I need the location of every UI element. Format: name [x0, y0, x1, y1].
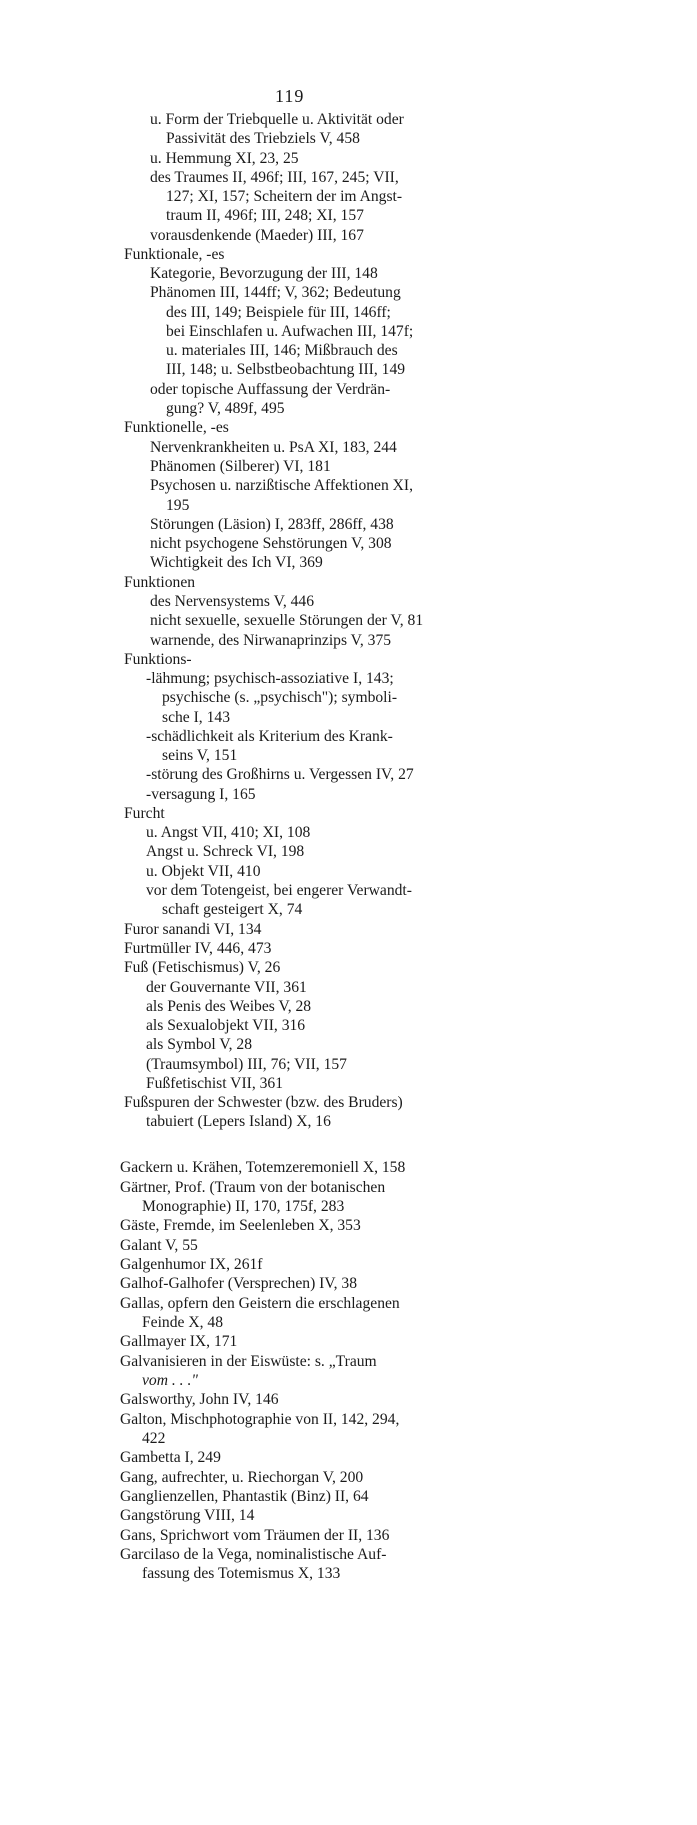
index-line: 195: [166, 497, 190, 514]
index-line: Galgenhumor IX, 261f: [120, 1256, 263, 1273]
index-line: vom . . .": [142, 1372, 198, 1389]
index-line: Gambetta I, 249: [120, 1449, 221, 1466]
index-line: fassung des Totemismus X, 133: [142, 1565, 341, 1582]
index-line: sche I, 143: [162, 709, 230, 726]
index-line: als Sexualobjekt VII, 316: [146, 1017, 306, 1034]
index-line: nicht psychogene Sehstörungen V, 308: [150, 535, 392, 552]
index-line: 127; XI, 157; Scheitern der im Angst-: [166, 188, 403, 205]
index-line: Gans, Sprichwort vom Träumen der II, 136: [120, 1527, 390, 1544]
index-line: -störung des Großhirns u. Vergessen IV, 27: [146, 766, 414, 783]
index-line: seins V, 151: [162, 747, 238, 764]
index-line: Gackern u. Krähen, Totemzeremoniell X, 158: [120, 1159, 406, 1176]
index-line: Furcht: [124, 805, 165, 822]
index-line: des Traumes II, 496f; III, 167, 245; VII,: [150, 169, 399, 186]
index-line: Garcilaso de la Vega, nominalistische Auf-: [120, 1546, 387, 1563]
index-line: u. Objekt VII, 410: [146, 863, 261, 880]
index-line: Passivität des Triebziels V, 458: [166, 130, 360, 147]
index-line: III, 148; u. Selbstbeobachtung III, 149: [166, 361, 406, 378]
index-line: Phänomen (Silberer) VI, 181: [150, 458, 331, 475]
index-line: Galvanisieren in der Eiswüste: s. „Traum: [120, 1353, 377, 1370]
index-line: Galhof-Galhofer (Versprechen) IV, 38: [120, 1275, 357, 1292]
index-line: vor dem Totengeist, bei engerer Verwandt-: [146, 882, 412, 899]
index-line: nicht sexuelle, sexuelle Störungen der V, 81: [150, 612, 424, 629]
index-line: Funktionen: [124, 574, 196, 591]
index-line: als Penis des Weibes V, 28: [146, 998, 312, 1015]
index-line: Phänomen III, 144ff; V, 362; Bedeutung: [150, 284, 401, 301]
index-line: Angst u. Schreck VI, 198: [146, 843, 305, 860]
index-line: vorausdenkende (Maeder) III, 167: [150, 227, 364, 244]
index-line: Funktionale, -es: [124, 246, 225, 263]
index-line: Gäste, Fremde, im Seelenleben X, 353: [120, 1217, 361, 1234]
index-line: bei Einschlafen u. Aufwachen III, 147f;: [166, 323, 414, 340]
index-line: tabuiert (Lepers Island) X, 16: [146, 1113, 331, 1130]
index-line: gung? V, 489f, 495: [166, 400, 285, 417]
index-line: Galant V, 55: [120, 1237, 198, 1254]
index-line: als Symbol V, 28: [146, 1036, 253, 1053]
index-line: u. Angst VII, 410; XI, 108: [146, 824, 311, 841]
index-line: schaft gesteigert X, 74: [162, 901, 303, 918]
index-line: Gallas, opfern den Geistern die erschlagenen: [120, 1295, 400, 1312]
index-line: Funktions-: [124, 651, 192, 668]
index-line: Funktionelle, -es: [124, 419, 229, 436]
index-line: Psychosen u. narzißtische Affektionen XI,: [150, 477, 414, 494]
index-line: -versagung I, 165: [146, 786, 256, 803]
index-line: Gang, aufrechter, u. Riechorgan V, 200: [120, 1469, 364, 1486]
index-line: des III, 149; Beispiele für III, 146ff;: [166, 304, 391, 321]
index-line: Gangstörung VIII, 14: [120, 1507, 255, 1524]
index-line: psychische (s. „psychisch"); symboli-: [162, 689, 398, 706]
index-line: -schädlichkeit als Kriterium des Krank-: [146, 728, 393, 745]
index-line: u. materiales III, 146; Mißbrauch des: [166, 342, 398, 359]
index-line: Fuß (Fetischismus) V, 26: [124, 959, 281, 976]
index-line: Fußfetischist VII, 361: [146, 1075, 284, 1092]
index-line: Feinde X, 48: [142, 1314, 223, 1331]
index-line: Ganglienzellen, Phantastik (Binz) II, 64: [120, 1488, 369, 1505]
index-line: Nervenkrankheiten u. PsA XI, 183, 244: [150, 439, 397, 456]
index-line: Monographie) II, 170, 175f, 283: [142, 1198, 345, 1215]
index-line: Galsworthy, John IV, 146: [120, 1391, 279, 1408]
index-line: Fußspuren der Schwester (bzw. des Bruders): [124, 1094, 403, 1111]
index-line: warnende, des Nirwanaprinzips V, 375: [150, 632, 392, 649]
index-line: der Gouvernante VII, 361: [146, 979, 307, 996]
index-line: u. Hemmung XI, 23, 25: [150, 150, 299, 167]
index-line: Furtmüller IV, 446, 473: [124, 940, 272, 957]
index-line: Galton, Mischphotographie von II, 142, 294,: [120, 1411, 400, 1428]
index-line: Wichtigkeit des Ich VI, 369: [150, 554, 323, 571]
index-line: des Nervensystems V, 446: [150, 593, 315, 610]
index-line: 422: [142, 1430, 166, 1447]
index-line: traum II, 496f; III, 248; XI, 157: [166, 207, 364, 224]
index-line: Kategorie, Bevorzugung der III, 148: [150, 265, 378, 282]
index-line: u. Form der Triebquelle u. Aktivität oder: [150, 111, 404, 128]
index-line: Furor sanandi VI, 134: [124, 921, 262, 938]
index-line: Gärtner, Prof. (Traum von der botanischen: [120, 1179, 386, 1196]
index-line: Störungen (Läsion) I, 283ff, 286ff, 438: [150, 516, 394, 533]
index-line: Gallmayer IX, 171: [120, 1333, 238, 1350]
index-line: (Traumsymbol) III, 76; VII, 157: [146, 1056, 347, 1073]
page-number: 119: [275, 86, 305, 106]
index-line: oder topische Auffassung der Verdrän-: [150, 381, 391, 398]
index-line: -lähmung; psychisch-assoziative I, 143;: [146, 670, 394, 687]
